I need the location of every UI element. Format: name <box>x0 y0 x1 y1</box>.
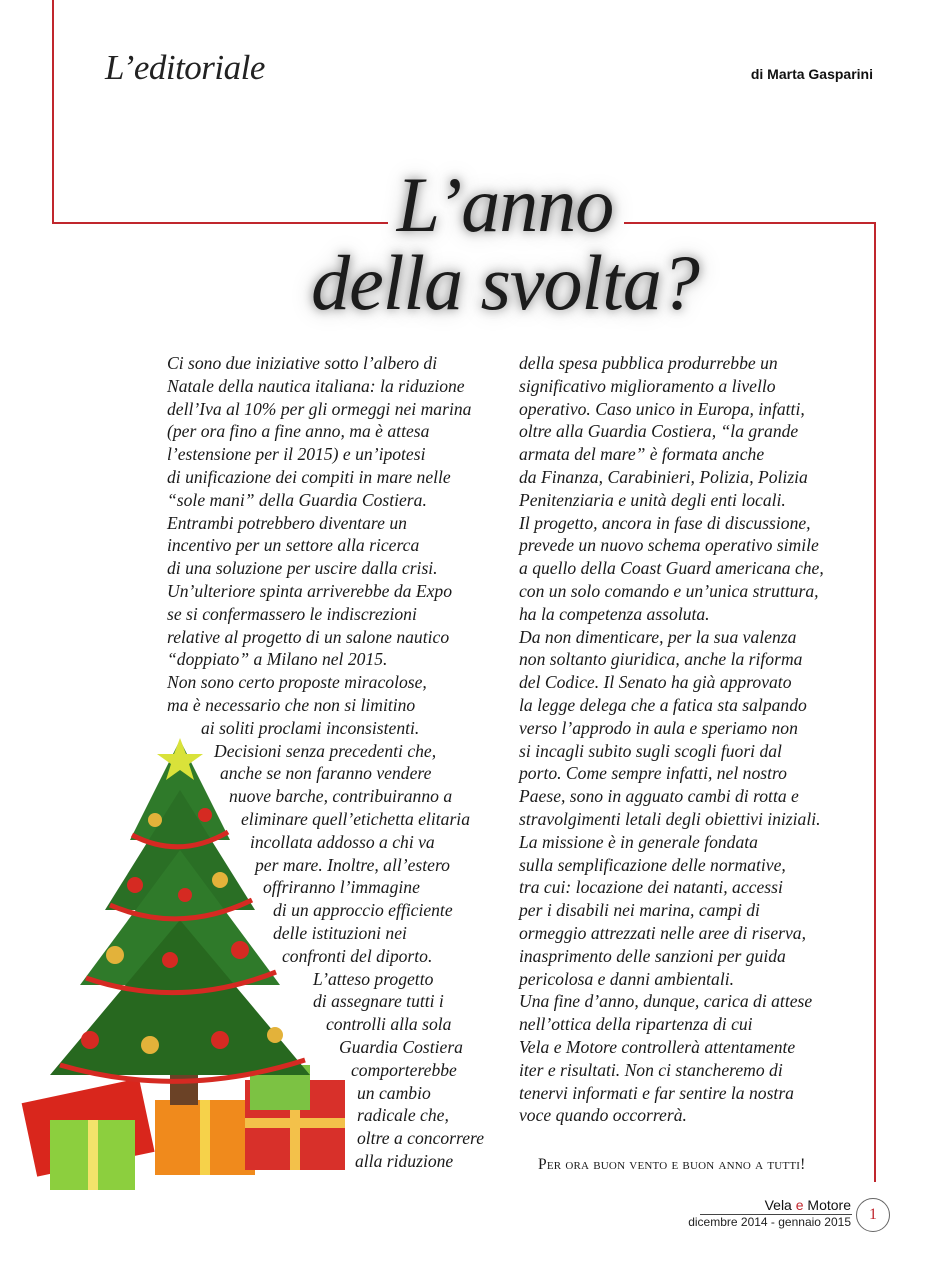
text-line: a quello della Coast Guard americana che, <box>519 558 824 579</box>
text-line: incollata addosso a chi va <box>250 831 435 852</box>
text-line: di assegnare tutti i <box>313 991 444 1012</box>
text-line: ormeggio attrezzati nelle aree di riserva, <box>519 922 806 943</box>
text-line: l’estensione per il 2015) e un’ipotesi <box>167 444 426 465</box>
text-line: radicale che, <box>357 1105 449 1126</box>
text-line: per mare. Inoltre, all’estero <box>255 854 450 875</box>
text-line: un cambio <box>357 1082 431 1103</box>
text-line: “sole mani” della Guardia Costiera. <box>167 489 427 510</box>
text-line: relative al progetto di un salone nautico <box>167 626 450 647</box>
text-line: voce quando occorrerà. <box>519 1105 687 1126</box>
title-line-1: L’anno <box>396 161 614 248</box>
section-label: L’editoriale <box>105 48 265 87</box>
text-line: nell’ottica della ripartenza di cui <box>519 1014 753 1035</box>
text-line: dell’Iva al 10% per gli ormeggi nei marina <box>167 398 472 419</box>
text-line: iter e risultati. Non ci stancheremo di <box>519 1059 783 1080</box>
text-line: offriranno l’immagine <box>263 877 420 898</box>
text-line: sulla semplificazione delle normative, <box>519 854 786 875</box>
text-line: la legge delega che a fatica sta salpando <box>519 694 807 715</box>
text-line: Penitenziaria e unità degli enti locali. <box>519 489 786 510</box>
text-line: “doppiato” a Milano nel 2015. <box>167 649 388 670</box>
text-line: alla riduzione <box>355 1150 454 1171</box>
text-line: oltre a concorrere <box>357 1128 485 1149</box>
page-number: 1 <box>856 1198 890 1232</box>
text-line: Guardia Costiera <box>339 1036 463 1057</box>
brand-part-e: e <box>795 1197 804 1213</box>
text-line: (per ora fino a fine anno, ma è attesa <box>167 421 430 442</box>
text-line: Da non dimenticare, per la sua valenza <box>519 626 797 647</box>
text-line: Paese, sono in agguato cambi di rotta e <box>519 786 799 807</box>
footer-brand <box>765 1197 851 1213</box>
text-line: Un’ulteriore spinta arriverebbe da Expo <box>167 580 453 601</box>
frame-line-right <box>874 222 876 1182</box>
text-line: pericolosa e danni ambientali. <box>519 968 735 989</box>
brand-part-1: Vela <box>764 1197 796 1213</box>
text-line: stravolgimenti letali degli obiettivi iniziali. <box>519 808 821 829</box>
text-line: prevede un nuovo schema operativo simile <box>519 535 819 556</box>
text-line: Ci sono due iniziative sotto l’albero di <box>167 353 438 373</box>
left-column <box>167 352 507 1173</box>
text-line: ma è necessario che non si limitino <box>167 694 416 715</box>
text-line: anche se non faranno vendere <box>220 763 432 784</box>
text-line: verso l’approdo in aula e speriamo non <box>519 717 798 738</box>
text-line: ai soliti proclami inconsistenti. <box>201 717 420 738</box>
frame-line-left <box>52 0 54 224</box>
text-line: L’atteso progetto <box>313 968 434 989</box>
text-line: Decisioni senza precedenti che, <box>214 740 437 761</box>
signoff: Per ora buon vento e buon anno a tutti! <box>538 1156 806 1173</box>
text-line: comporterebbe <box>351 1059 457 1080</box>
text-line: per i disabili nei marina, campi di <box>519 900 760 921</box>
text-line: di un approccio efficiente <box>273 900 453 921</box>
text-line: Il progetto, ancora in fase di discussione, <box>519 512 811 533</box>
text-line: non soltanto giuridica, anche la riforma <box>519 649 803 670</box>
article-title <box>270 161 740 326</box>
text-line: nuove barche, contribuiranno a <box>229 786 453 807</box>
text-line: controlli alla sola <box>326 1014 452 1035</box>
text-line: porto. Come sempre infatti, nel nostro <box>519 763 787 784</box>
text-line: Vela e Motore controllerà attentamente <box>519 1036 796 1057</box>
text-line: Natale della nautica italiana: la riduzione <box>167 375 465 396</box>
author-byline: di Marta Gasparini <box>750 66 873 82</box>
text-line: Non sono certo proposte miracolose, <box>167 672 427 693</box>
text-line: armata del mare” è formata anche <box>519 444 765 465</box>
text-line: incentivo per un settore alla ricerca <box>167 535 420 556</box>
text-line: Entrambi potrebbero diventare un <box>167 512 407 533</box>
text-line: inasprimento delle sanzioni per guida <box>519 945 786 966</box>
text-line: delle istituzioni nei <box>273 922 407 943</box>
brand-part-2: Motore <box>803 1197 851 1213</box>
right-column <box>519 352 864 1127</box>
text-line: da Finanza, Carabinieri, Polizia, Polizia <box>519 466 808 487</box>
title-line-2: della svolta? <box>311 239 699 326</box>
text-line: confronti del diporto. <box>282 945 433 966</box>
text-line: della spesa pubblica produrrebbe un <box>519 353 778 373</box>
text-line: con un solo comando e un’unica struttura, <box>519 580 819 601</box>
text-line: tra cui: locazione dei natanti, accessi <box>519 877 783 898</box>
text-line: eliminare quell’etichetta elitaria <box>241 808 470 829</box>
text-line: di una soluzione per uscire dalla crisi. <box>167 558 438 579</box>
text-line: del Codice. Il Senato ha già approvato <box>519 672 792 693</box>
text-line: si incagli subito sugli scogli fuori dal <box>519 740 782 761</box>
text-line: oltre alla Guardia Costiera, “la grande <box>519 421 799 442</box>
text-line: ha la competenza assoluta. <box>519 603 710 624</box>
footer-date: dicembre 2014 - gennaio 2015 <box>688 1215 851 1229</box>
text-line: tenervi informati e far sentire la nostra <box>519 1082 794 1103</box>
text-line: di unificazione dei compiti in mare nelle <box>167 466 451 487</box>
text-line: La missione è in generale fondata <box>519 831 758 852</box>
text-line: operativo. Caso unico in Europa, infatti, <box>519 398 805 419</box>
text-line: Una fine d’anno, dunque, carica di attese <box>519 991 813 1012</box>
text-line: se si confermassero le indiscrezioni <box>167 603 417 624</box>
text-line: significativo miglioramento a livello <box>519 375 776 396</box>
